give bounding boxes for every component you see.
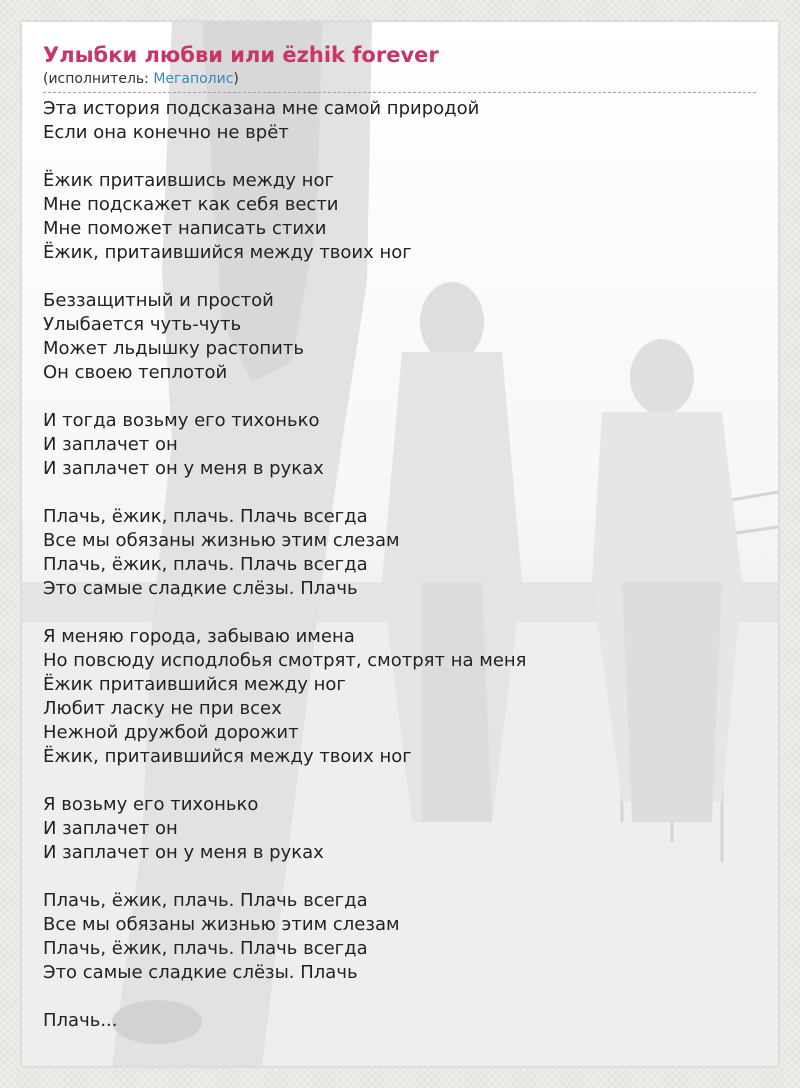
lyrics-text: Эта история подсказана мне самой природой Если она конечно не врёт Ёжик притаившись между ног Мне подскажет как себя вести Мне поможет написать стихи Ёжик, притаившийся между твоих ног Беззащитный и простой Улыбается чуть-чуть Может льдышку растопить Он своею теплотой И тогда возьму его тихонько И заплачет он И заплачет он у меня в руках Плачь, ёжик, плачь. Плачь всегда Все мы обязаны жизнью этим слезам Плачь, ёжик, плачь. Плачь всегда Это самые сладкие слёзы. Плачь Я меняю города, забываю имена Но повсюду исподлобья смотрят, смотрят на меня Ёжик притаившийся между ног Любит ласку не при всех Нежной дружбой дорожит Ёжик, притаившийся между твоих ног Я возьму его тихонько И заплачет он И заплачет он у меня в руках Плачь, ёжик, плачь. Плачь всегда Все мы обязаны жизнью этим слезам Плачь, ёжик, плачь. Плачь всегда Это самые сладкие слёзы. Плачь Плачь... — [43, 98, 527, 1031]
song-title: Улыбки любви или ёzhik forever — [43, 43, 439, 67]
artist-link[interactable]: Мегаполис — [153, 71, 234, 87]
song-content — [43, 40, 758, 1033]
lyrics-page — [22, 22, 778, 1066]
artist-byline — [43, 70, 758, 88]
artist-prefix: (исполнитель: — [43, 71, 154, 87]
title-divider — [43, 92, 756, 93]
artist-suffix: ) — [233, 71, 239, 87]
